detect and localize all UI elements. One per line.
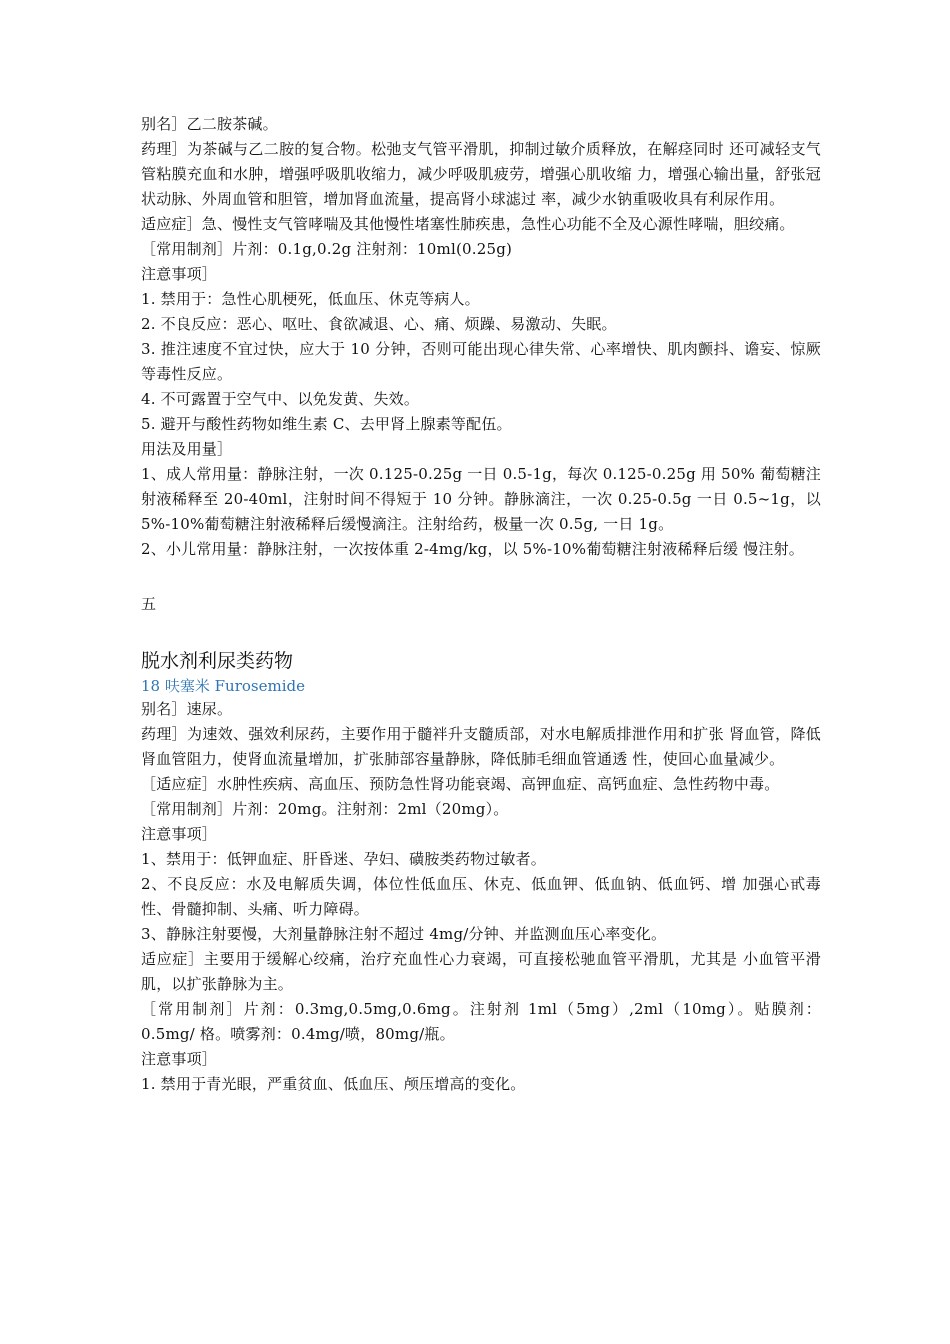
notes-heading: 注意事项］ <box>141 265 218 283</box>
notes-heading: 注意事项］ <box>141 825 218 843</box>
alias-text: 别名］速尿。 <box>141 700 233 718</box>
indications-text: 适应症］急、慢性支气管哮喘及其他慢性堵塞性肺疾患，急性心功能不全及心源性哮喘，胆绞痛。 <box>141 215 795 233</box>
note-item: 1、禁用于：低钾血症、肝昏迷、孕妇、磺胺类药物过敏者。 <box>141 850 546 868</box>
note-item: 1. 禁用于：急性心肌梗死，低血压、休克等病人。 <box>141 290 480 308</box>
usage-item: 2、小儿常用量：静脉注射，一次按体重 2-4mg/kg，以 5%-10%葡萄糖注射液稀释后缓 慢注射。 <box>141 540 804 558</box>
note-item: 3、静脉注射要慢，大剂量静脉注射不超过 4mg/分钟、并监测血压心率变化。 <box>141 925 667 943</box>
section-number: 五 <box>141 595 157 613</box>
pharmacology-text: 药理］为速效、强效利尿药，主要作用于髓袢升支髓质部，对水电解质排泄作用和扩张 肾血管，降低肾血管阻力，使肾血流量增加，扩张肺部容量静脉，降低肺毛细血管通透 性，使回心血量减少。 <box>141 725 821 768</box>
preparations-text: ［常用制剂］片剂：20mg。注射剂：2ml（20mg）。 <box>141 800 509 818</box>
usage-item: 1、成人常用量：静脉注射，一次 0.125-0.25g 一日 0.5-1g，每次 0.125-0.25g 用 50% 葡萄糖注射液稀释至 20-40ml，注射时间不得短于 10 分钟。静脉滴注，一次 0.25-0.5g 一日 0.5~1g，以 5%-10%葡萄糖注射液稀释后缓慢滴注。注射给药，极量一次 0.5g, 一日 1g。 <box>141 465 821 533</box>
note-item: 2、不良反应：水及电解质失调，体位性低血压、休克、低血钾、低血钠、低血钙、增 加强心甙毒性、骨髓抑制、头痛、听力障碍。 <box>141 875 821 918</box>
indications-text: 适应症］主要用于缓解心绞痛，治疗充血性心力衰竭，可直接松驰血管平滑肌，尤其是 小血管平滑肌，以扩张静脉为主。 <box>141 950 821 993</box>
note-item: 3. 推注速度不宜过快，应大于 10 分钟，否则可能出现心律失常、心率增快、肌肉颤抖、谵妄、惊厥等毒性反应。 <box>141 340 821 383</box>
pharmacology-text: 药理］为茶碱与乙二胺的复合物。松弛支气管平滑肌，抑制过敏介质释放，在解痉同时 还可减轻支气管粘膜充血和水肿，增强呼吸肌收缩力，减少呼吸肌疲劳，增强心肌收缩 力，增强心输出量，舒张冠状动脉、外周血管和胆管，增加肾血流量，提高肾小球滤过 率，减少水钠重吸收具有利尿作用。 <box>141 140 821 208</box>
notes-heading: 注意事项］ <box>141 1050 218 1068</box>
preparations-text: ［常用制剂］片剂：0.3mg,0.5mg,0.6mg。注射剂 1ml（5mg）,2ml（10mg）。贴膜剂：0.5mg/ 格。喷雾剂：0.4mg/喷，80mg/瓶。 <box>141 1000 821 1043</box>
section-title: 脱水剂利尿类药物 <box>141 650 294 672</box>
preparations-text: ［常用制剂］片剂：0.1g,0.2g 注射剂：10ml(0.25g) <box>141 240 513 258</box>
drug-heading: 18 呋塞米 Furosemide <box>141 677 305 695</box>
note-item: 4. 不可露置于空气中、以免发黄、失效。 <box>141 390 420 408</box>
indications-text: ［适应症］水肿性疾病、高血压、预防急性肾功能衰竭、高钾血症、高钙血症、急性药物中毒。 <box>141 775 780 793</box>
spacer <box>141 617 821 647</box>
note-item: 5. 避开与酸性药物如维生素 C、去甲肾上腺素等配伍。 <box>141 415 512 433</box>
usage-heading: 用法及用量］ <box>141 440 233 458</box>
note-item: 1. 禁用于青光眼，严重贫血、低血压、颅压增高的变化。 <box>141 1075 526 1093</box>
alias-text: 别名］乙二胺茶碱。 <box>141 115 278 133</box>
document-page <box>141 112 821 1097</box>
note-item: 2. 不良反应：恶心、呕吐、食欲减退、心、痛、烦躁、易激动、失眠。 <box>141 315 617 333</box>
spacer <box>141 562 821 592</box>
